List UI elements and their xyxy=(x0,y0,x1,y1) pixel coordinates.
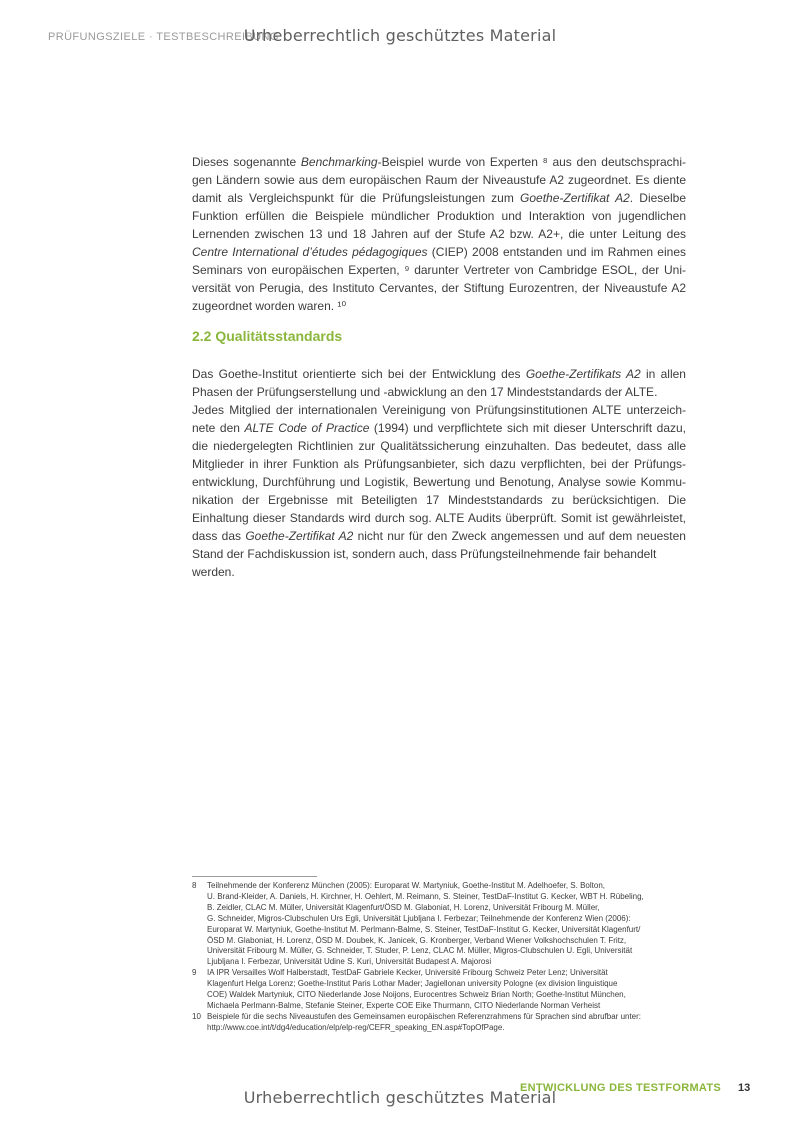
footnote-number: 9 xyxy=(192,968,197,978)
footnote-line: Universität Fribourg M. Müller, G. Schneider, T. Studer, P. Lenz, CLAC M. Müller, Migros-Clubschulen U. Egli, Universität xyxy=(207,946,633,956)
paragraph-line: Seminars von europäischen Experten, ⁹ darunter Vertreter von Cambridge ESOL, der Uni- xyxy=(192,263,686,277)
footnote-link[interactable]: http://www.coe.int/t/dg4/education/elp/elp-reg/CEFR_speaking_EN.asp#TopOfPage. xyxy=(207,1022,505,1032)
footnote-8 xyxy=(192,881,692,968)
paragraph-line: Phasen der Prüfungserstellung und -abwicklung an den 17 Mindeststandards der ALTE. xyxy=(192,385,658,399)
paragraph-line: entwicklung, Durchführung und Logistik, Bewertung und Benotung, Analyse sowie Kommu- xyxy=(192,475,686,489)
footnote-line: Europarat W. Martyniuk, Goethe-Institut M. Perlmann-Balme, S. Steiner, TestDaF-Institut G. Kecker, Universität Klagenfurt/ xyxy=(207,924,641,934)
paragraph-line: versität von Perugia, des Instituto Cervantes, der Stiftung Eurozentren, der Niveaustufe A2 xyxy=(192,281,686,295)
watermark-top: Urheberrechtlich geschütztes Material xyxy=(243,26,557,45)
footnote-line: Teilnehmende der Konferenz München (2005): Europarat W. Martyniuk, Goethe-Institut M. Adelhoefer, S. Bolton, xyxy=(207,881,605,890)
footer-chapter-title: ENTWICKLUNG DES TESTFORMATS xyxy=(520,1082,721,1094)
footnote-line: COE) Waldek Martyniuk, CITO Niederlande Jose Noijons, Eurocentres Schweiz Brian North; Goethe-Institut München, xyxy=(207,990,626,1000)
footnote-line: Michaela Perlmann-Balme, Stefanie Steiner, Experte COE Eike Thurmann, CITO Niederlande Norman Verheist xyxy=(207,1000,601,1010)
footnote-number: 8 xyxy=(192,881,197,890)
footnote-9 xyxy=(192,968,692,1012)
paragraph-line: damit als Vergleichspunkt für die Prüfungsleistungen zum Goethe-Zertifikat A2. Dieselbe xyxy=(192,191,686,205)
footnote-line: IA IPR Versailles Wolf Halberstadt, TestDaF Gabriele Kecker, Université Fribourg Schweiz Peter Lenz; Universität xyxy=(207,968,608,978)
running-head: PRÜFUNGSZIELE · TESTBESCHREIBUNG xyxy=(48,31,279,43)
paragraph-line: Dieses sogenannte Benchmarking-Beispiel wurde von Experten ⁸ aus den deutschsprachi- xyxy=(192,155,686,169)
page-number: 13 xyxy=(738,1082,751,1094)
paragraph-line: Das Goethe-Institut orientierte sich bei der Entwicklung des Goethe-Zertifikats A2 in allen xyxy=(192,367,686,381)
footnote-line: U. Brand-Kleider, A. Daniels, H. Kirchner, H. Oehlert, M. Reimann, S. Steiner, TestDaF-Institut G. Kecker, WBT H. Rübeling, xyxy=(207,891,644,901)
paragraph-line: Mitglieder in ihrer Funktion als Prüfungsanbieter, sich dazu verpflichten, bei der Prüfungs- xyxy=(192,457,686,471)
paragraph-line: gen Ländern sowie aus dem europäischen Raum der Niveaustufe A2 zugeordnet. Es diente xyxy=(192,173,686,187)
footnote-separator xyxy=(192,876,317,877)
footnote-line: G. Schneider, Migros-Clubschulen Urs Egli, Universität Ljubljana I. Ferbezar; Teilnehmende der Konferenz Wien (2006): xyxy=(207,913,631,923)
footnote-number: 10 xyxy=(192,1011,201,1021)
paragraph-line: Jedes Mitglied der internationalen Vereinigung von Prüfungsinstitutionen ALTE unterzeich- xyxy=(192,403,686,417)
paragraph-line: dass das Goethe-Zertifikat A2 nicht nur für den Zweck angemessen und auf dem neuesten xyxy=(192,529,686,543)
footnote-10 xyxy=(192,1012,692,1034)
paragraph-line: Lernenden zwischen 13 und 18 Jahren auf der Stufe A2 bzw. A2+, die unter Leitung des xyxy=(192,227,686,241)
footnote-line: ÖSD M. Glaboniat, H. Lorenz, ÖSD M. Doubek, K. Janicek, G. Kronberger, Verband Wiener Volkshochschulen T. Fritz, xyxy=(207,935,627,945)
paragraph-line: zugeordnet worden waren. ¹⁰ xyxy=(192,299,347,313)
paragraph-line: Stand der Fachdiskussion ist, sondern auch, dass Prüfungsteilnehmende fair behandelt xyxy=(192,547,657,561)
paragraph-line: werden. xyxy=(192,565,235,579)
footnote-line: Beispiele für die sechs Niveaustufen des Gemeinsamen europäischen Referenzrahmens für Sprachen sind abrufbar unter: xyxy=(207,1011,642,1021)
footnote-line: B. Zeidler, CLAC M. Müller, Universität Klagenfurt/ÖSD M. Glaboniat, H. Lorenz, Universität Fribourg M. Müller, xyxy=(207,902,600,912)
paragraph-line: nikation der Ergebnisse mit Beteiligten 17 Mindeststandards zu berücksichtigen. Die xyxy=(192,493,686,507)
watermark-bottom: Urheberrechtlich geschütztes Material xyxy=(243,1088,557,1107)
footnotes xyxy=(192,881,692,1034)
paragraph-quality-standards xyxy=(192,365,686,581)
paragraph-line: Funktion erfüllen die Beispiele mündlicher Produktion und Interaktion von jugendlichen xyxy=(192,209,686,223)
footnote-line: Klagenfurt Helga Lorenz; Goethe-Institut Paris Lothar Mader; Jagiellonan university Pologne (ex division linguistique xyxy=(207,979,618,989)
paragraph-line: die niedergelegten Richtlinien zur Qualitätssicherung einzuhalten. Das bedeutet, dass alle xyxy=(192,439,686,453)
section-heading: 2.2 Qualitätsstandards xyxy=(192,328,343,344)
paragraph-line: Centre International d’études pédagogiques (CIEP) 2008 entstanden und im Rahmen eines xyxy=(192,245,686,259)
paragraph-line: Einhaltung dieser Standards wird durch sog. ALTE Audits überprüft. Somit ist gewährleistet, xyxy=(192,511,686,525)
paragraph-line: nete den ALTE Code of Practice (1994) und verpflichtete sich mit dieser Unterschrift dazu, xyxy=(192,421,687,435)
paragraph-benchmarking xyxy=(192,153,686,315)
footnote-line: Ljubljana I. Ferbezar, Universität Udine S. Kuri, Universität Budapest A. Majorosi xyxy=(207,957,492,967)
